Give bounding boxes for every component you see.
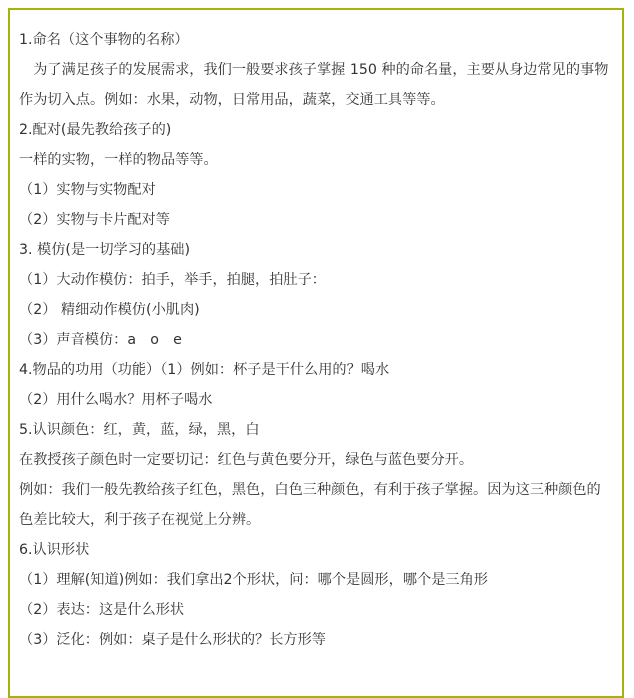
list-item: （3）泛化：例如：桌子是什么形状的？长方形等 [19, 632, 326, 648]
heading-colors: 5.认识颜色：红，黄，蓝，绿，黑，白 [19, 422, 260, 438]
list-item: （1）大动作模仿：拍手，举手，拍腿，拍肚子： [19, 272, 326, 288]
list-item: （2）用什么喝水？用杯子喝水 [19, 392, 213, 408]
list-item: （2） 精细动作模仿(小肌肉) [19, 302, 200, 318]
heading-matching: 2.配对(最先教给孩子的) [19, 122, 172, 138]
document-body [19, 25, 609, 655]
heading-imitation: 3. 模仿(是一切学习的基础) [19, 242, 190, 258]
list-item: （2）表达：这是什么形状 [19, 602, 185, 618]
list-item: （1）理解(知道)例如：我们拿出2个形状，问：哪个是圆形，哪个是三角形 [19, 572, 488, 588]
paragraph-matching: 一样的实物，一样的物品等等。 [19, 152, 218, 168]
heading-function: 4.物品的功用（功能）（1）例如：杯子是干什么用的？喝水 [19, 362, 390, 378]
paragraph-colors-note: 在教授孩子颜色时一定要切记：红色与黄色要分开，绿色与蓝色要分开。 [19, 452, 474, 468]
heading-shapes: 6.认识形状 [19, 542, 90, 558]
list-item: （3）声音模仿：a o e [19, 332, 182, 348]
paragraph-naming: 为了满足孩子的发展需求，我们一般要求孩子掌握 150 种的命名量，主要从身边常见的事物作为切入点。例如：水果，动物，日常用品，蔬菜，交通工具等等。 [19, 62, 609, 108]
paragraph-colors-example: 例如：我们一般先教给孩子红色，黑色，白色三种颜色，有利于孩子掌握。因为这三种颜色的色差比较大，利于孩子在视觉上分辨。 [19, 482, 601, 528]
list-item: （1）实物与实物配对 [19, 182, 156, 198]
heading-naming: 1.命名（这个事物的名称） [19, 32, 189, 48]
list-item: （2）实物与卡片配对等 [19, 212, 170, 228]
